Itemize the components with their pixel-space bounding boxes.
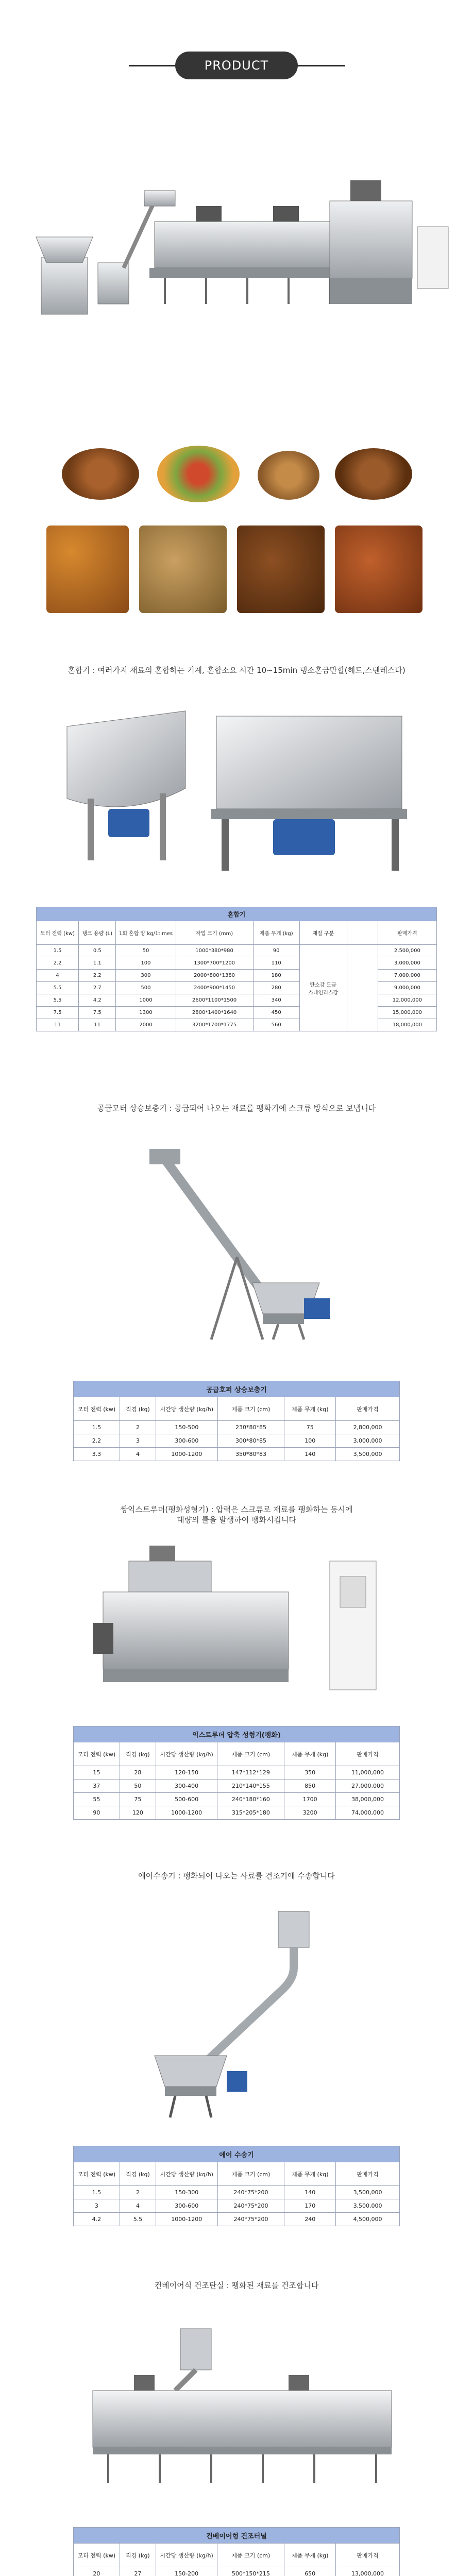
table-header: 시간당 생산량 (kg/h) [156, 1742, 217, 1766]
table-header: 판매가격 [336, 2544, 400, 2567]
extruder-image [82, 1540, 392, 1700]
mixer-spec-table [36, 907, 437, 1031]
kibble-pile-2 [157, 446, 240, 502]
table-header: 시간당 생산량 (kg/h) [156, 2162, 218, 2186]
table-row: 4.2 5.5 1000-1200 240*75*200 240 4,500,000 [74, 2213, 400, 2226]
table-header: 제품 크기 (cm) [217, 1397, 284, 1421]
table-title: 에어 수송기 [74, 2146, 400, 2162]
table-header: 모터 전력 (kw) [74, 1742, 120, 1766]
table-row: 90 120 1000-1200 315*205*180 3200 74,000,000 [74, 1806, 400, 1820]
kibble-photo-1 [46, 526, 129, 613]
table-header: 판매가격 [336, 1397, 400, 1421]
screw-conveyor-image [134, 1128, 340, 1350]
table-row: 3 4 300-600 240*75*200 170 3,500,000 [74, 2199, 400, 2213]
mixer-caption: 혼합기 : 여러가지 재료의 혼합하는 기계, 혼합소요 시간 10~15min 탱소혼금만할(해드,스텐레스다) [67, 666, 406, 675]
mixer-image [57, 696, 417, 881]
table-row: 1.5 0.5 50 1000*380*980 90 탄소강 도금 스테인리스강 2,500,000 [37, 945, 437, 957]
dryer-caption: 컨베이어식 건조탄실 : 팽화된 재료를 건조합니다 [154, 2281, 319, 2290]
table-header: 제품 무게 (kg) [253, 921, 299, 945]
table-header: 판매가격 [378, 921, 436, 945]
table-header: 재질 구분 [299, 921, 347, 945]
table-row: 15 28 120-150 147*112*129 350 11,000,000 [74, 1766, 400, 1780]
table-row: 2.2 1.1 100 1300*700*1200 110 3,000,000 [37, 957, 437, 970]
table-title: 혼합기 [37, 907, 437, 921]
table-header: 직경 (kg) [120, 1742, 156, 1766]
table-header: 제품 무게 (kg) [284, 2162, 336, 2186]
table-row: 20 27 150-200 500*150*215 650 13,000,000 [74, 2567, 400, 2576]
air-conveyor-image [124, 1901, 350, 2123]
table-row: 37 50 300-400 210*140*155 850 27,000,000 [74, 1780, 400, 1793]
table-header: 제품 무게 (kg) [284, 1397, 336, 1421]
table-header: 모터 전력 (kw) [74, 2544, 120, 2567]
table-header: 제품 크기 (cm) [217, 2544, 284, 2567]
table-header: 제품 크기 (cm) [217, 1742, 284, 1766]
table-header: 제품 무게 (kg) [284, 1742, 336, 1766]
material-cell: 탄소강 도금 스테인리스강 [299, 945, 347, 1031]
table-row: 7.5 7.5 1300 2800*1400*1640 450 15,000,000 [37, 1007, 437, 1019]
table-header: 모터 전력 (kw) [74, 1397, 120, 1421]
table-header: 제품 크기 (cm) [217, 2162, 284, 2186]
air-conveyor-spec-table [73, 2146, 400, 2226]
table-header: 직경 (kg) [120, 2544, 156, 2567]
table-title: 익스트루더 압축 성형기(팽화) [74, 1726, 400, 1742]
extruder-caption: 쌍익스트루더(팽화성형기) : 압력은 스크류로 재료를 팽화하는 동시에 대량의 틀을 발생하여 팽화시킵니다 [120, 1505, 353, 1524]
table-header: 시간당 생산량 (kg/h) [156, 2544, 217, 2567]
table-header: 시간당 생산량 (kg/h) [156, 1397, 218, 1421]
kibble-pile-3 [258, 451, 319, 500]
product-banner [0, 49, 473, 80]
table-title: 공급호퍼 상승보충기 [74, 1381, 400, 1397]
table-header: 탱크 용량 (L) [79, 921, 116, 945]
table-header: 판매가격 [336, 2162, 400, 2186]
dryer-spec-table [73, 2527, 400, 2576]
table-row: 1.5 2 150-300 240*75*200 140 3,500,000 [74, 2186, 400, 2199]
table-row: 5.5 4.2 1000 2600*1100*1500 340 12,000,000 [37, 994, 437, 1007]
table-header: 1회 혼합 양 kg/1times [116, 921, 176, 945]
production-line-image [21, 170, 453, 340]
kibble-photo-2 [139, 526, 227, 613]
table-header: 판매가격 [336, 1742, 400, 1766]
product-title: PRODUCT [175, 52, 298, 79]
table-header: 직경 (kg) [120, 2162, 156, 2186]
kibble-pile-4 [335, 448, 412, 500]
table-row: 4 2.2 300 2000*800*1380 180 7,000,000 [37, 970, 437, 982]
table-header: 직경 (kg) [120, 1397, 156, 1421]
kibble-photo-4 [335, 526, 423, 613]
table-row: 1.5 2 150-500 230*80*85 75 2,800,000 [74, 1421, 400, 1434]
air-conveyor-caption: 에어수송기 : 팽화되어 나오는 사료를 건조기에 수송합니다 [138, 1871, 335, 1880]
dryer-image [72, 2308, 412, 2499]
table-header: 작업 크기 (mm) [176, 921, 253, 945]
table-row: 5.5 2.7 500 2400*900*1450 280 9,000,000 [37, 982, 437, 994]
table-row: 55 75 500-600 240*180*160 1700 38,000,000 [74, 1793, 400, 1806]
feeder-spec-table [73, 1381, 400, 1461]
conveyor1-caption: 공급모터 상승보충기 : 공급되어 나오는 재료를 팽화기에 스크류 방식으로 보냅니다 [97, 1104, 376, 1113]
kibble-photo-3 [237, 526, 325, 613]
table-row: 3.3 4 1000-1200 350*80*83 140 3,500,000 [74, 1448, 400, 1461]
table-row: 11 11 2000 3200*1700*1775 560 18,000,000 [37, 1019, 437, 1031]
table-header: 모터 전력 (kw) [37, 921, 79, 945]
table-row: 2.2 3 300-600 300*80*85 100 3,000,000 [74, 1434, 400, 1448]
kibble-pile-1 [62, 448, 139, 500]
table-header: 모터 전력 (kw) [74, 2162, 120, 2186]
pet-food-image [41, 443, 433, 618]
extruder-spec-table [73, 1726, 400, 1820]
table-header: 제품 무게 (kg) [284, 2544, 336, 2567]
table-title: 컨베이어형 건조터널 [74, 2528, 400, 2544]
